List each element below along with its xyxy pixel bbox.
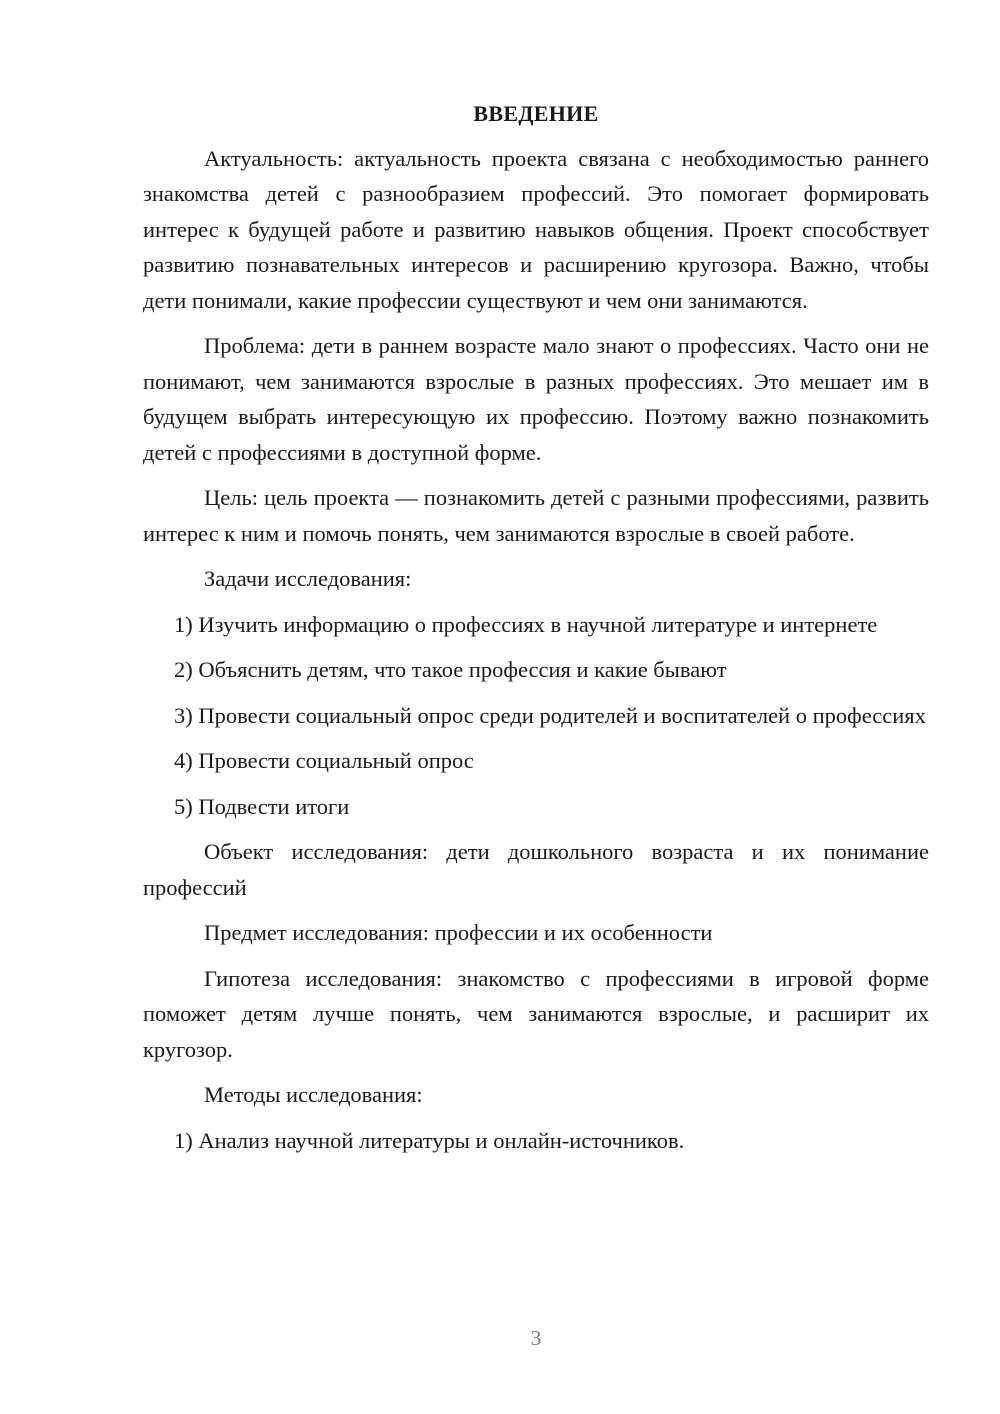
task-item-3: 3) Провести социальный опрос среди родителей и воспитателей о профессиях <box>174 702 926 728</box>
subject-paragraph: Предмет исследования: профессии и их особенности <box>204 920 713 945</box>
object-paragraph: Объект исследования: дети дошкольного возраста и их понимание профессий <box>143 839 929 900</box>
page-number: 3 <box>530 1326 542 1350</box>
goal-paragraph: Цель: цель проекта — познакомить детей с разными профессиями, развить интерес к ним и помочь понять, чем занимаются взрослые в своей работе. <box>143 485 929 546</box>
task-item-1: 1) Изучить информацию о профессиях в научной литературе и интернете <box>174 611 878 637</box>
tasks-heading: Задачи исследования: <box>204 566 412 591</box>
methods-heading: Методы исследования: <box>204 1082 423 1107</box>
relevance-paragraph: Актуальность: актуальность проекта связана с необходимостью раннего знакомства детей с разнообразием профессий. Это помогает формировать интерес к будущей работе и развитию навыков общения. Проект способствует развитию познавательных интересов и расширению кругозора. Важно, чтобы дети понимали, какие профессии существуют и чем они занимаются. <box>143 145 929 313</box>
task-item-2: 2) Объяснить детям, что такое профессия и какие бывают <box>174 657 727 682</box>
problem-paragraph: Проблема: дети в раннем возрасте мало знают о профессиях. Часто они не понимают, чем занимаются взрослые в разных профессиях. Это мешает им в будущем выбрать интересующую их профессию. Поэтому важно познакомить детей с профессиями в доступной форме. <box>143 333 929 465</box>
method-item-1: 1) Анализ научной литературы и онлайн-источников. <box>174 1127 685 1153</box>
document-page <box>143 96 929 1168</box>
task-item-5: 5) Подвести итоги <box>174 793 350 819</box>
task-item-4: 4) Провести социальный опрос <box>174 748 474 773</box>
hypothesis-paragraph: Гипотеза исследования: знакомство с профессиями в игровой форме поможет детям лучше понять, чем занимаются взрослые, и расширит их кругозор. <box>143 965 929 1062</box>
document-title: ВВЕДЕНИЕ <box>473 101 599 126</box>
